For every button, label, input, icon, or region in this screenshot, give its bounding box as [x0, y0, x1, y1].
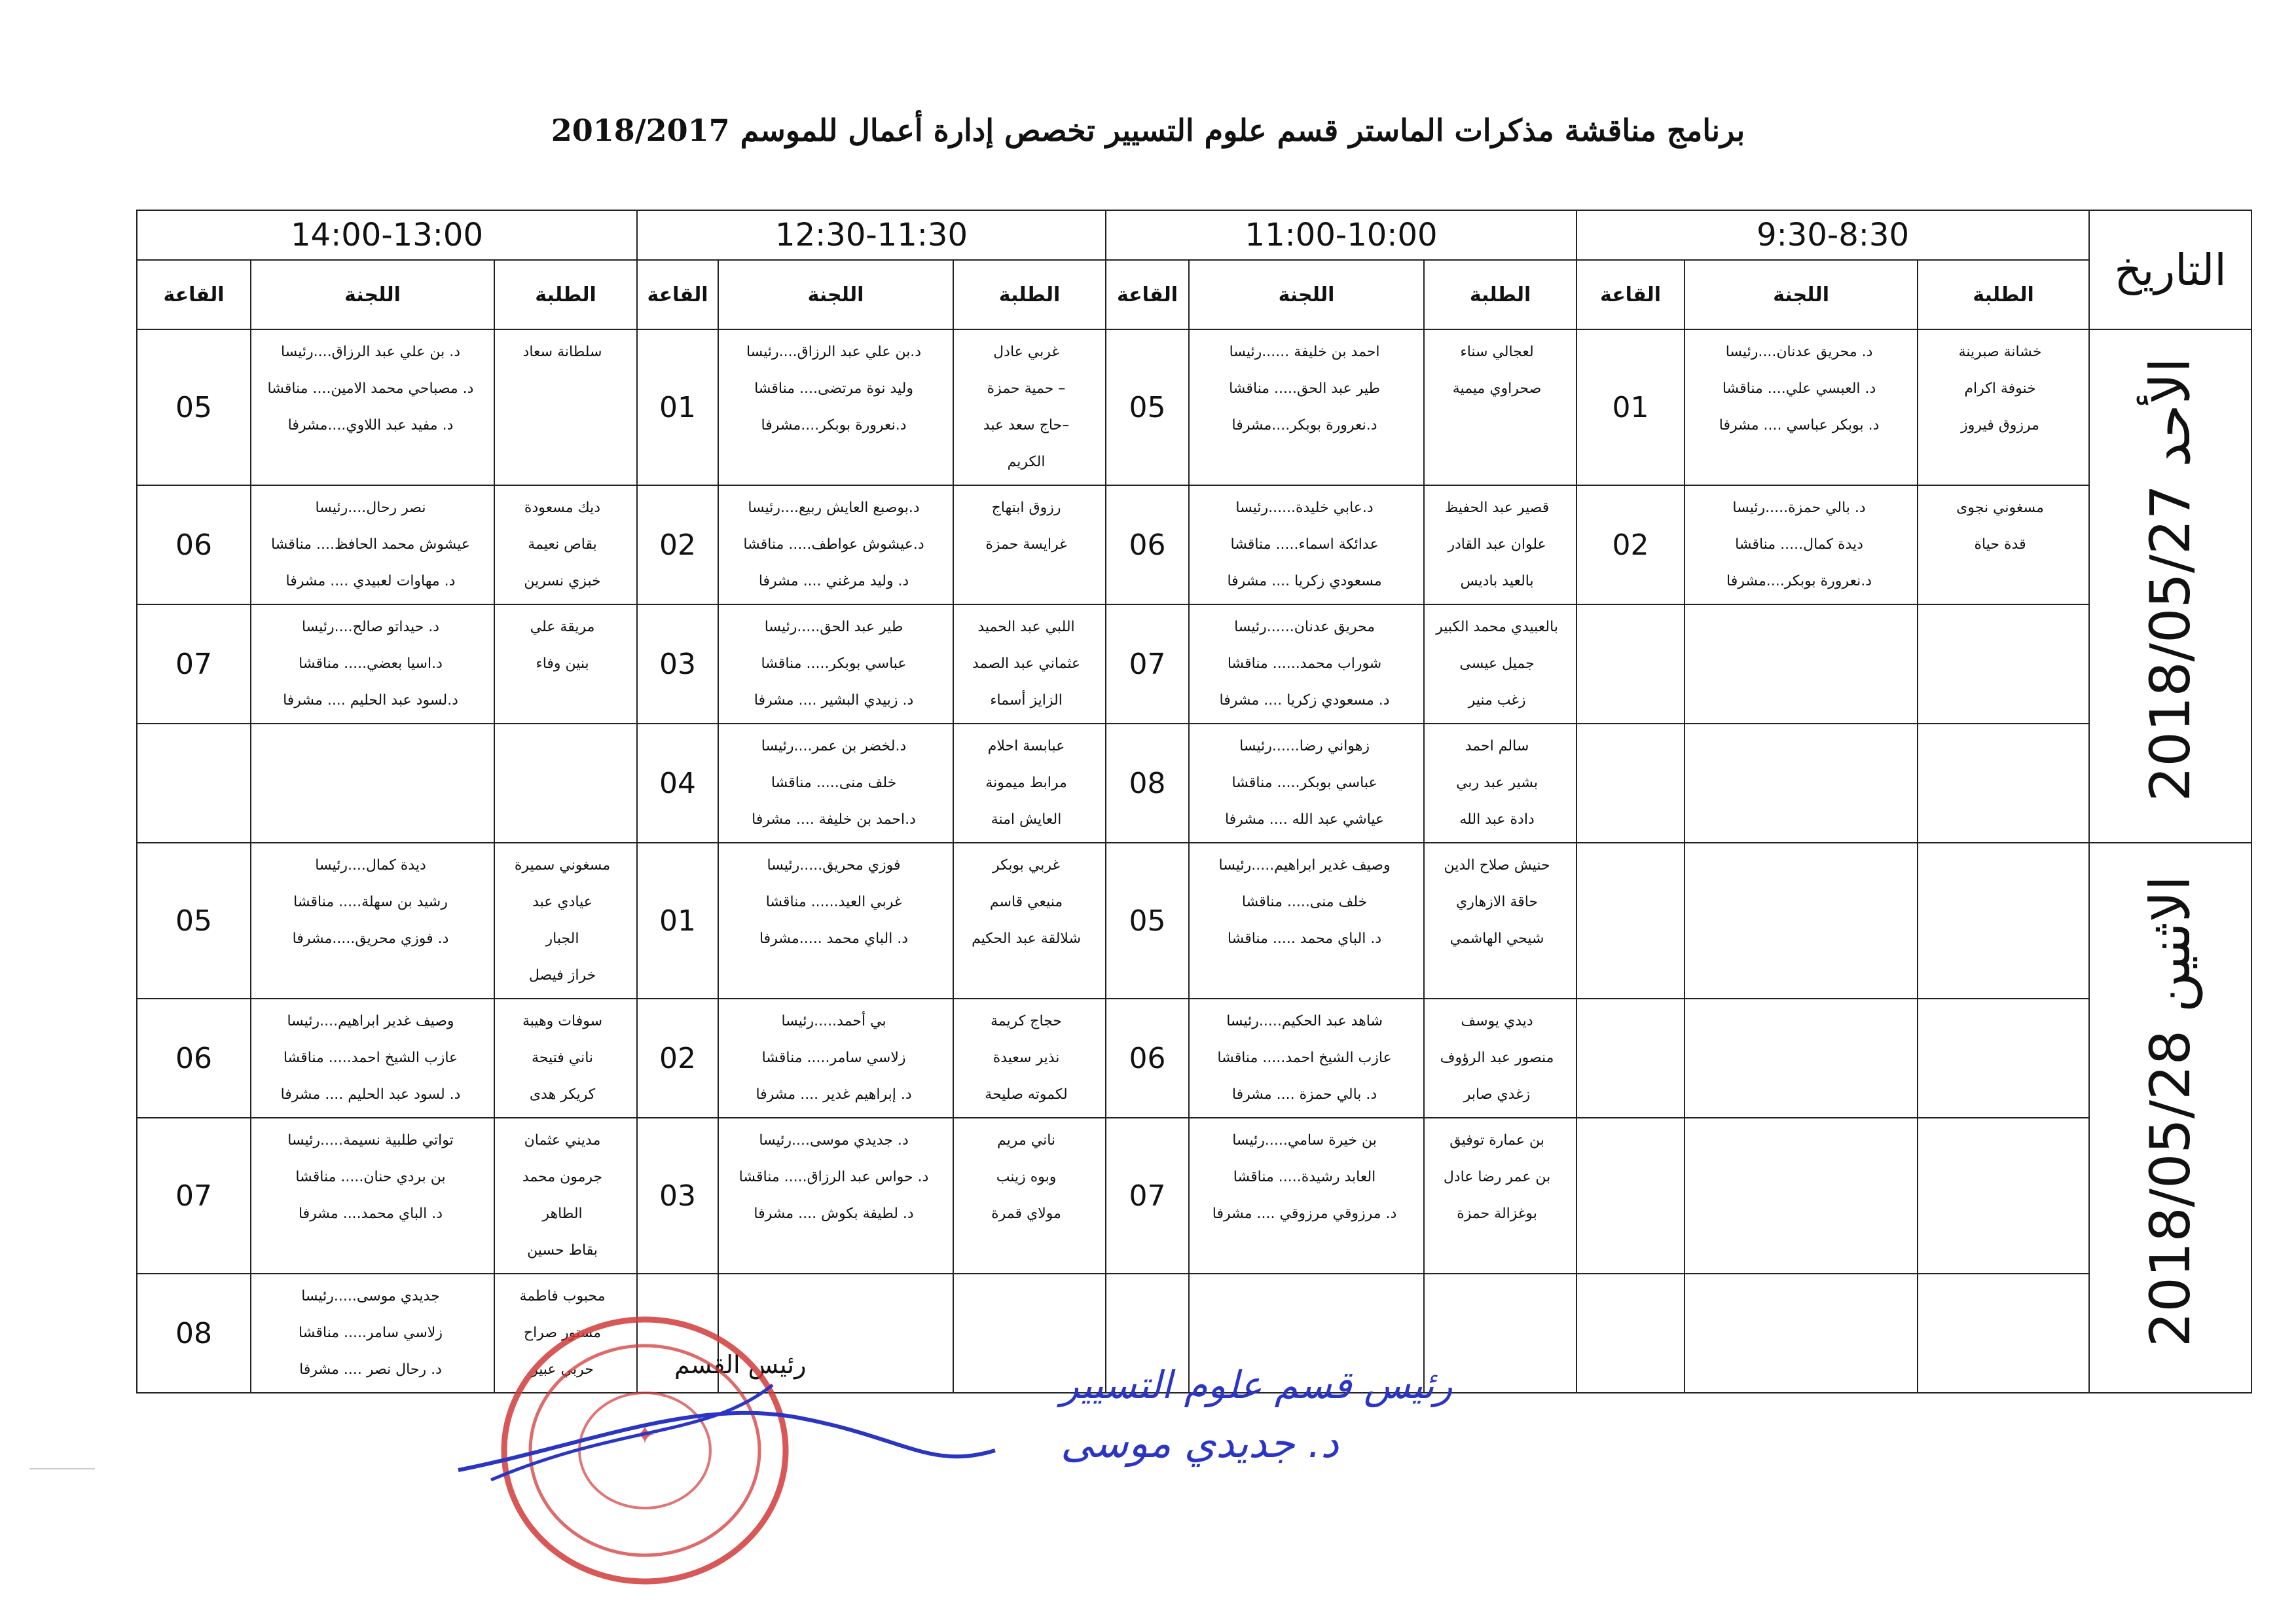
committee-cell: [1685, 1274, 1918, 1393]
student-name: اللبي عبد الحميد: [977, 619, 1075, 635]
student-name: مولاي قمرة: [991, 1206, 1061, 1222]
time-slot-header: 11:00-10:00: [1106, 210, 1576, 260]
room-cell: 03: [637, 604, 718, 724]
committee-member: مسعودي زكريا .... مشرفا: [1227, 573, 1382, 589]
room-column-header: القاعة: [637, 260, 718, 329]
margin-mark: [29, 1468, 95, 1469]
committee-member: د.احمد بن خليفة .... مشرفا: [752, 811, 916, 828]
students-column-header: الطلبة: [953, 260, 1106, 329]
committee-cell: [1189, 1118, 1424, 1274]
committee-cell: [1189, 724, 1424, 843]
committee-column-header: اللجنة: [251, 260, 494, 329]
students-cell: [953, 843, 1106, 999]
student-name: بن عمارة توفيق: [1449, 1132, 1544, 1149]
student-name: سوفات وهيبة: [522, 1013, 603, 1029]
student-name: غرايسة حمزة: [985, 536, 1067, 553]
student-name: محبوب فاطمة: [519, 1288, 606, 1304]
students-cell: [953, 485, 1106, 604]
students-cell: [1918, 724, 2089, 843]
schedule-table: [136, 210, 2252, 1393]
committee-member: د.عابي خليدة......رئيسا: [1235, 500, 1374, 516]
committee-member: د.لخضر بن عمر....رئيسا: [761, 738, 907, 754]
students-cell: [1424, 724, 1576, 843]
committee-member: زلاسي سامر..... مناقشا: [299, 1325, 443, 1341]
committee-member: عدائكة اسماء..... مناقشا: [1230, 536, 1379, 553]
room-cell: [1576, 604, 1685, 724]
student-name: الزايز أسماء: [990, 692, 1063, 709]
room-cell: 06: [1106, 999, 1189, 1118]
page-title: برنامج مناقشة مذكرات الماستر قسم علوم التسيير تخصص إدارة أعمال للموسم 2018/2017: [551, 113, 1745, 148]
table-row: [137, 329, 2251, 485]
room-cell: 01: [1576, 329, 1685, 485]
student-name: بقاط حسين: [527, 1242, 598, 1259]
students-cell: [1918, 843, 2089, 999]
committee-cell: [718, 329, 953, 485]
committee-member: وليد نوة مرتضى.... مناقشا: [754, 380, 913, 397]
committee-member: رشيد بن سهلة..... مناقشا: [293, 894, 448, 910]
day-date-cell: [2089, 329, 2251, 843]
committee-member: خلف منى..... مناقشا: [771, 775, 897, 791]
committee-member: محريق عدنان......رئيسا: [1234, 619, 1375, 635]
students-cell: [494, 329, 637, 485]
student-name: –حاج سعد عبد: [983, 417, 1070, 434]
room-cell: 06: [1106, 485, 1189, 604]
students-column-header: الطلبة: [1424, 260, 1576, 329]
student-name: حربي عبير: [531, 1361, 594, 1378]
student-name: مرزوق فيروز: [1961, 417, 2039, 434]
students-cell: [1918, 329, 2089, 485]
student-name: مسغوني سميرة: [514, 857, 611, 874]
student-name: قدة حياة: [1974, 536, 2026, 553]
committee-cell: [1685, 843, 1918, 999]
student-name: سالم احمد: [1465, 738, 1529, 754]
student-name: جرمون محمد: [522, 1169, 603, 1185]
committee-cell: [718, 999, 953, 1118]
committee-member: د. جديدي موسى....رئيسا: [759, 1132, 909, 1149]
students-cell: [1918, 1274, 2089, 1393]
committee-cell: [1685, 999, 1918, 1118]
student-name: زغدي صابر: [1463, 1086, 1531, 1103]
students-cell: [1424, 604, 1576, 724]
student-name: رزوق ابتهاج: [991, 500, 1061, 516]
committee-column-header: اللجنة: [1189, 260, 1424, 329]
committee-member: د. بالي حمزة .... مشرفا: [1231, 1086, 1377, 1103]
room-cell: [1576, 1118, 1685, 1274]
student-name: الكريم: [1007, 454, 1046, 470]
student-name: شيحي الهاشمي: [1449, 931, 1544, 947]
committee-member: عياشي عبد الله .... مشرفا: [1224, 811, 1385, 828]
student-name: منصور عبد الرؤوف: [1440, 1050, 1554, 1066]
student-name: مرابط ميمونة: [985, 775, 1067, 791]
room-cell: 05: [1106, 329, 1189, 485]
committee-member: د. مفيد عبد اللاوي....مشرفا: [287, 417, 454, 434]
committee-member: وصيف غدير ابراهيم.....رئيسا: [1218, 857, 1391, 874]
time-slot-header: 14:00-13:00: [137, 210, 637, 260]
student-name: سلطانة سعاد: [522, 344, 602, 360]
committee-member: د. مسعودي زكريا .... مشرفا: [1219, 692, 1390, 709]
committee-member: د. لطيفة بكوش .... مشرفا: [754, 1206, 914, 1222]
student-name: قصير عبد الحفيظ: [1444, 500, 1550, 516]
room-cell: 06: [137, 485, 251, 604]
students-cell: [494, 724, 637, 843]
room-cell: 06: [137, 999, 251, 1118]
schedule-body: [137, 329, 2251, 1393]
signature-name: د. جديدي موسى: [1061, 1419, 1339, 1467]
room-cell: 05: [1106, 843, 1189, 999]
committee-member: ديدة كمال..... مناقشا: [1735, 536, 1863, 553]
room-cell: 07: [1106, 604, 1189, 724]
table-row: [137, 485, 2251, 604]
student-name: ناني مريم: [997, 1132, 1056, 1149]
room-cell: [1576, 724, 1685, 843]
students-cell: [1918, 604, 2089, 724]
committee-member: فوزي محريق.....رئيسا: [767, 857, 901, 874]
committee-member: خلف منى..... مناقشا: [1241, 894, 1368, 910]
committee-member: د.بوصبع العايش ربيع....رئيسا: [748, 500, 920, 516]
students-cell: [953, 724, 1106, 843]
table-row: [137, 843, 2251, 999]
room-cell: 07: [137, 604, 251, 724]
committee-member: د. حواس عبد الرزاق..... مناقشا: [738, 1169, 929, 1185]
committee-member: عازب الشيخ احمد..... مناقشا: [1217, 1050, 1392, 1066]
student-name: بالعيد باديس: [1460, 573, 1534, 589]
committee-cell: [251, 724, 494, 843]
committee-member: د. مهاوات لعبيدي .... مشرفا: [285, 573, 456, 589]
student-name: خنوفة اكرام: [1964, 380, 2036, 397]
committee-member: عباسي بوبكر..... مناقشا: [761, 655, 907, 672]
signature-title: رئيس قسم علوم التسيير: [1061, 1363, 1453, 1407]
committee-member: د. حيداتو صالح....رئيسا: [301, 619, 440, 635]
committee-cell: [251, 1118, 494, 1274]
date-header: التاريخ: [2089, 210, 2251, 329]
committee-cell: [1685, 485, 1918, 604]
committee-cell: [1189, 329, 1424, 485]
table-row: [137, 604, 2251, 724]
committee-member: د. بالي حمزة.....رئيسا: [1732, 500, 1866, 516]
committee-member: نصر رحال....رئيسا: [315, 500, 426, 516]
student-name: بوغزالة حمزة: [1457, 1206, 1537, 1222]
room-cell: 07: [137, 1118, 251, 1274]
sub-header-row: [137, 260, 2251, 329]
room-cell: 08: [137, 1274, 251, 1393]
students-cell: [1424, 843, 1576, 999]
committee-cell: [1189, 604, 1424, 724]
committee-member: طير عبد الحق..... مناقشا: [1229, 380, 1380, 397]
students-cell: [494, 1118, 637, 1274]
student-name: جميل عيسى: [1459, 655, 1535, 672]
students-cell: [1918, 1118, 2089, 1274]
student-name: نذير سعيدة: [993, 1050, 1060, 1066]
room-cell: 01: [637, 843, 718, 999]
committee-member: د. الباي محمد ..... مناقشا: [1227, 931, 1382, 947]
student-name: بقاص نعيمة: [528, 536, 597, 553]
student-name: مسغوني نجوى: [1956, 500, 2044, 516]
committee-cell: [1685, 604, 1918, 724]
committee-member: د.لسود عبد الحليم .... مشرفا: [283, 692, 458, 709]
students-cell: [953, 1118, 1106, 1274]
student-name: حجاج كريمة: [991, 1013, 1062, 1029]
day-date-label: الأحد 2018/05/27: [2138, 357, 2203, 802]
committee-member: ديدة كمال....رئيسا: [315, 857, 426, 874]
students-cell: [953, 329, 1106, 485]
student-name: بالعبيدي محمد الكبير: [1436, 619, 1558, 635]
committee-cell: [251, 1274, 494, 1393]
student-name: خبزي نسرين: [524, 573, 601, 589]
committee-member: د. إبراهيم غدير .... مشرفا: [756, 1086, 912, 1103]
student-name: ديدي يوسف: [1461, 1013, 1533, 1029]
room-cell: 08: [1106, 724, 1189, 843]
room-cell: 02: [637, 485, 718, 604]
day-date-cell: [2089, 843, 2251, 1393]
committee-member: د. رحال نصر .... مشرفا: [299, 1361, 442, 1378]
committee-column-header: اللجنة: [718, 260, 953, 329]
student-name: عثماني عبد الصمد: [972, 655, 1081, 672]
committee-member: د.عيشوش عواطف..... مناقشا: [743, 536, 924, 553]
student-name: الطاهر: [542, 1206, 583, 1222]
committee-member: زهواني رضا......رئيسا: [1239, 738, 1370, 754]
committee-member: د. وليد مرغني .... مشرفا: [758, 573, 909, 589]
table-row: [137, 999, 2251, 1118]
committee-member: د.اسيا بعضي..... مناقشا: [299, 655, 443, 672]
students-cell: [953, 999, 1106, 1118]
committee-member: جديدي موسى.....رئيسا: [301, 1288, 440, 1304]
committee-member: العابد رشيدة..... مناقشا: [1233, 1169, 1376, 1185]
committee-member: طير عبد الحق.....رئيسا: [764, 619, 903, 635]
svg-text:✦: ✦: [634, 1420, 656, 1450]
committee-member: د.نعرورة بوبكر....مشرفا: [1726, 573, 1872, 589]
committee-member: احمد بن خليفة ......رئيسا: [1229, 344, 1380, 360]
committee-member: بن بردي حنان..... مناقشا: [295, 1169, 446, 1185]
committee-member: عيشوش محمد الحافظ.... مناقشا: [271, 536, 470, 553]
committee-cell: [1189, 843, 1424, 999]
time-slot-header: 12:30-11:30: [637, 210, 1106, 260]
student-name: بنين وفاء: [536, 655, 589, 672]
student-name: شلالقة عبد الحكيم: [972, 931, 1081, 947]
student-name: بشير عبد ربي: [1456, 775, 1538, 791]
student-name: منيعي قاسم: [989, 894, 1063, 910]
students-cell: [494, 843, 637, 999]
committee-member: زلاسي سامر..... مناقشا: [761, 1050, 906, 1066]
committee-cell: [1685, 1118, 1918, 1274]
signature: [655, 1346, 1453, 1483]
head-of-department-label: رئيس القسم: [674, 1350, 807, 1379]
committee-cell: [251, 999, 494, 1118]
room-cell: 07: [1106, 1118, 1189, 1274]
committee-member: بي أحمد.....رئيسا: [781, 1013, 886, 1029]
committee-member: د. مصباحي محمد الامين.... مناقشا: [267, 380, 474, 397]
room-cell: [1576, 1274, 1685, 1393]
room-cell: [1576, 999, 1685, 1118]
student-name: حاقة الازهاري: [1456, 894, 1539, 910]
student-name: زغب منير: [1468, 692, 1526, 709]
student-name: علوان عبد القادر: [1448, 536, 1546, 553]
student-name: عيادي عبد: [532, 894, 592, 910]
committee-member: تواتي طلبية نسيمة.....رئيسا: [287, 1132, 454, 1149]
student-name: دادة عبد الله: [1459, 811, 1535, 828]
student-name: خشانة صبرينة: [1958, 344, 2042, 360]
committee-cell: [251, 604, 494, 724]
students-cell: [953, 604, 1106, 724]
committee-member: شاهد عبد الحكيم.....رئيسا: [1226, 1013, 1383, 1029]
students-column-header: الطلبة: [494, 260, 637, 329]
committee-member: د. بن علي عبد الرزاق....رئيسا: [280, 344, 461, 360]
student-name: مريقة علي: [530, 619, 595, 635]
committee-cell: [251, 329, 494, 485]
students-cell: [1424, 485, 1576, 604]
table-row: [137, 724, 2251, 843]
student-name: بن عمر رضا عادل: [1443, 1169, 1551, 1185]
day-date-label: الاثنين 2018/05/28: [2138, 875, 2203, 1348]
committee-cell: [718, 1118, 953, 1274]
committee-cell: [1685, 724, 1918, 843]
students-column-header: الطلبة: [1918, 260, 2089, 329]
time-slot-header: 9:30-8:30: [1576, 210, 2089, 260]
room-column-header: القاعة: [1576, 260, 1685, 329]
committee-member: د. مرزوقي مرزوقي .... مشرفا: [1212, 1206, 1397, 1222]
student-name: – حمية حمزة: [987, 380, 1066, 397]
students-cell: [1424, 1118, 1576, 1274]
room-cell: [1576, 843, 1685, 999]
committee-member: د. الباي محمد.... مشرفا: [298, 1206, 443, 1222]
students-cell: [494, 604, 637, 724]
student-name: غربي بوبكر: [993, 857, 1061, 874]
students-cell: [1918, 485, 2089, 604]
committee-cell: [718, 843, 953, 999]
room-cell: [137, 724, 251, 843]
committee-member: د.بن علي عبد الرزاق....رئيسا: [746, 344, 922, 360]
student-name: ديك مسعودة: [524, 500, 601, 516]
student-name: ناني فتيحة: [531, 1050, 594, 1066]
students-cell: [1424, 329, 1576, 485]
committee-cell: [251, 843, 494, 999]
room-cell: 05: [137, 843, 251, 999]
student-name: صحراوي ميمية: [1452, 380, 1542, 397]
committee-member: د. محريق عدنان....رئيسا: [1725, 344, 1873, 360]
student-name: حنيش صلاح الدين: [1444, 857, 1550, 874]
committee-member: د. فوزي محريق.....مشرفا: [292, 931, 449, 947]
committee-member: شوراب محمد...... مناقشا: [1227, 655, 1382, 672]
committee-column-header: اللجنة: [1685, 260, 1918, 329]
committee-member: بن خيرة سامي.....رئيسا: [1232, 1132, 1377, 1149]
student-name: غربي عادل: [993, 344, 1059, 360]
committee-member: د.نعرورة بوبكر....مشرفا: [761, 417, 907, 434]
room-column-header: القاعة: [137, 260, 251, 329]
student-name: مديني عثمان: [524, 1132, 601, 1149]
room-cell: 03: [637, 1118, 718, 1274]
table-row: [137, 1118, 2251, 1274]
committee-cell: [718, 724, 953, 843]
student-name: عبابسة احلام: [987, 738, 1065, 754]
student-name: الجبار: [545, 931, 579, 947]
students-cell: [494, 485, 637, 604]
committee-cell: [1189, 999, 1424, 1118]
student-name: مستور صراح: [523, 1325, 602, 1341]
room-column-header: القاعة: [1106, 260, 1189, 329]
student-name: خراز فيصل: [528, 967, 596, 984]
committee-member: وصيف غدير ابراهيم....رئيسا: [287, 1013, 454, 1029]
committee-member: د. الباي محمد .....مشرفا: [759, 931, 909, 947]
student-name: كريكر هدى: [529, 1086, 596, 1103]
committee-cell: [718, 485, 953, 604]
committee-member: عباسي بوبكر..... مناقشا: [1231, 775, 1377, 791]
committee-cell: [1189, 485, 1424, 604]
room-cell: 02: [1576, 485, 1685, 604]
student-name: العايش امنة: [991, 811, 1062, 828]
committee-member: د. بوبكر عباسي .... مشرفا: [1719, 417, 1880, 434]
committee-member: د. لسود عبد الحليم .... مشرفا: [280, 1086, 461, 1103]
committee-member: د.نعرورة بوبكر....مشرفا: [1231, 417, 1377, 434]
room-cell: 01: [637, 329, 718, 485]
committee-member: غربي العيد...... مناقشا: [765, 894, 902, 910]
committee-member: د. العبسي علي.... مناقشا: [1722, 380, 1876, 397]
committee-member: د. زبيدي البشير .... مشرفا: [754, 692, 914, 709]
committee-cell: [718, 604, 953, 724]
students-cell: [1918, 999, 2089, 1118]
student-name: لعجالي سناء: [1460, 344, 1534, 360]
room-cell: 04: [637, 724, 718, 843]
room-cell: 05: [137, 329, 251, 485]
room-cell: 02: [637, 999, 718, 1118]
students-cell: [494, 999, 637, 1118]
students-cell: [1424, 999, 1576, 1118]
committee-cell: [1685, 329, 1918, 485]
student-name: لكموته صليحة: [985, 1086, 1068, 1103]
student-name: وبوه زينب: [996, 1169, 1057, 1185]
committee-cell: [251, 485, 494, 604]
committee-member: عازب الشيخ احمد..... مناقشا: [283, 1050, 458, 1066]
